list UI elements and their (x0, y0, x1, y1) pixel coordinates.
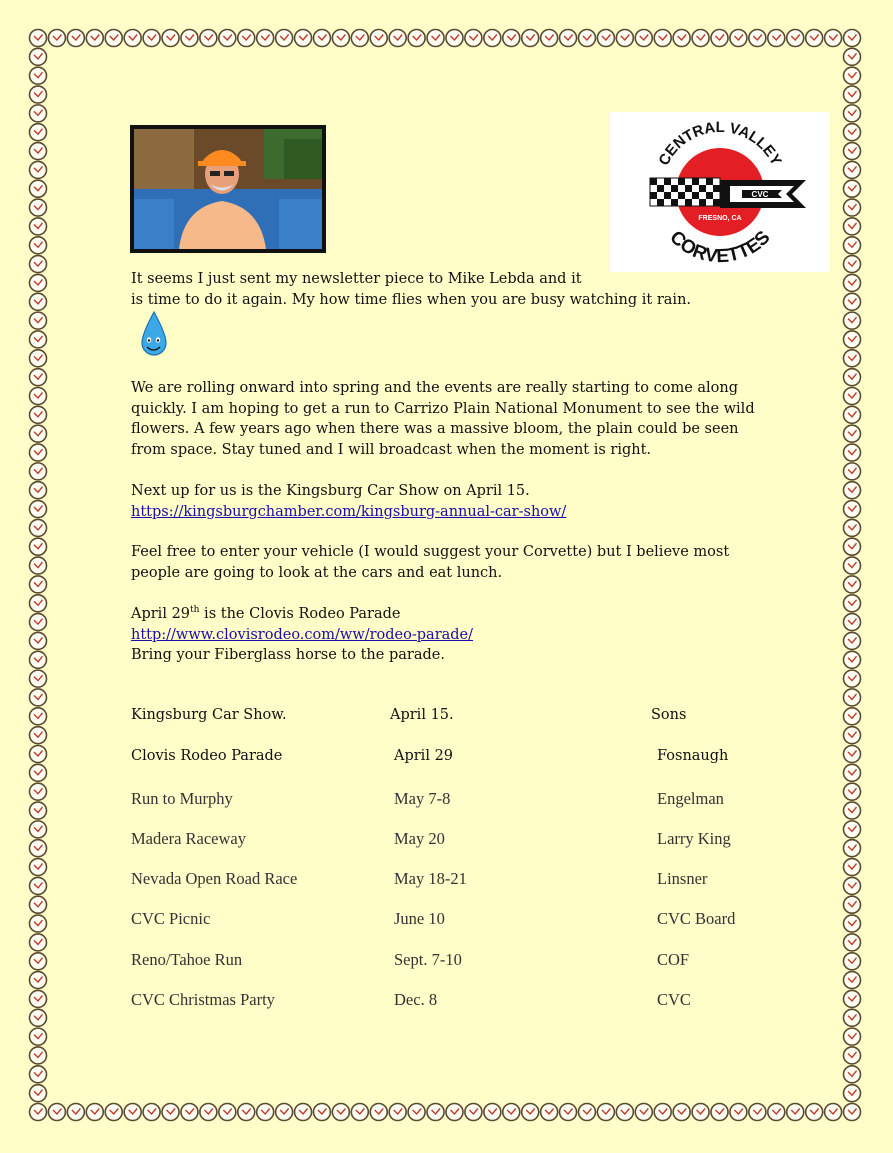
clock-icon (30, 877, 47, 894)
clock-icon (844, 990, 861, 1007)
clock-icon (844, 1066, 861, 1083)
event-date: May 18-21 (394, 869, 467, 888)
clock-icon (692, 30, 709, 47)
clock-icon (844, 896, 861, 913)
clock-icon (30, 293, 47, 310)
clock-icon (30, 783, 47, 800)
logo-bottom-text: CORVETTES (665, 226, 775, 268)
clock-icon (427, 1104, 444, 1121)
clock-icon (30, 331, 47, 348)
clock-icon (844, 538, 861, 555)
event-host: Fosnaugh (657, 748, 729, 764)
clock-icon (30, 1009, 47, 1026)
clock-icon (30, 802, 47, 819)
clock-icon (768, 30, 785, 47)
event-name: Clovis Rodeo Parade (131, 748, 283, 764)
clock-icon (30, 501, 47, 518)
clock-icon (86, 1104, 103, 1121)
clock-icon (30, 953, 47, 970)
clock-icon (30, 86, 47, 103)
clock-icon (844, 1085, 861, 1102)
clock-icon (30, 764, 47, 781)
clock-icon (541, 1104, 558, 1121)
clock-icon (768, 1104, 785, 1121)
clock-icon (30, 821, 47, 838)
clock-icon (427, 30, 444, 47)
clock-icon (484, 1104, 501, 1121)
clock-icon (673, 30, 690, 47)
clock-icon (408, 1104, 425, 1121)
clock-icon (30, 934, 47, 951)
event-name: CVC Picnic (131, 909, 211, 928)
clock-icon (30, 632, 47, 649)
clock-icon (370, 30, 387, 47)
clock-icon (30, 406, 47, 423)
clock-icon (806, 30, 823, 47)
event-name: Madera Raceway (131, 829, 246, 848)
clock-icon (597, 30, 614, 47)
clock-icon (30, 463, 47, 480)
clock-icon (692, 1104, 709, 1121)
clock-icon (844, 689, 861, 706)
clock-icon (844, 727, 861, 744)
clock-icon (124, 1104, 141, 1121)
clock-icon (844, 877, 861, 894)
clock-icon (105, 30, 122, 47)
clock-icon (30, 67, 47, 84)
clock-icon (844, 519, 861, 536)
event-name: Kingsburg Car Show. (131, 707, 287, 723)
clock-icon (844, 746, 861, 763)
clock-icon (787, 1104, 804, 1121)
event-date: June 10 (394, 909, 445, 928)
clock-icon (30, 859, 47, 876)
clock-icon (844, 199, 861, 216)
clock-icon (503, 30, 520, 47)
clock-icon (105, 1104, 122, 1121)
intro-line2: is time to do it again. My how time flies when you are busy watching it rain. (131, 291, 692, 308)
clock-icon (48, 30, 65, 47)
kingsburg-link[interactable]: https://kingsburgchamber.com/kingsburg-annual-car-show/ (131, 503, 567, 520)
clock-icon (67, 1104, 84, 1121)
intro-paragraph (131, 269, 751, 310)
clock-icon (844, 859, 861, 876)
clock-icon (219, 30, 236, 47)
clock-icon (238, 1104, 255, 1121)
cvc-logo (610, 112, 830, 272)
clock-icon (711, 1104, 728, 1121)
clock-icon (484, 30, 501, 47)
clock-icon (844, 708, 861, 725)
clock-icon (30, 274, 47, 291)
clock-icon (787, 30, 804, 47)
clock-icon (86, 30, 103, 47)
clock-icon (844, 30, 861, 47)
event-date: Dec. 8 (394, 990, 438, 1009)
clock-icon (844, 482, 861, 499)
clock-icon (844, 783, 861, 800)
clock-icon (522, 30, 539, 47)
clock-icon (313, 1104, 330, 1121)
clock-icon (351, 1104, 368, 1121)
kingsburg-text: Next up for us is the Kingsburg Car Show on April 15. (131, 483, 530, 499)
clock-icon (522, 1104, 539, 1121)
member-photo (130, 125, 326, 253)
clock-icon (30, 519, 47, 536)
clock-icon (181, 30, 198, 47)
spring-paragraph: We are rolling onward into spring and the events are really starting to come along quickly. I am hoping to get a run to Carrizo Plain National Monument to see the wild flowers. A few years ago when there was a massive bloom, the plain could be seen from space. Stay tuned and I will broadcast when the moment is right. (131, 380, 755, 458)
clock-icon (730, 1104, 747, 1121)
clock-icon (313, 30, 330, 47)
clock-icon (30, 199, 47, 216)
clock-icon (30, 143, 47, 160)
checkered-flag-icon (650, 178, 720, 206)
clock-icon (389, 30, 406, 47)
clock-icon (844, 1028, 861, 1045)
logo-badge: CVC (751, 190, 769, 199)
clovis-paragraph (131, 604, 771, 666)
clock-icon (844, 915, 861, 932)
clock-icon (30, 538, 47, 555)
event-name: Reno/Tahoe Run (131, 950, 243, 969)
clock-icon (654, 1104, 671, 1121)
clock-icon (560, 1104, 577, 1121)
clock-icon (30, 670, 47, 687)
clock-icon (844, 557, 861, 574)
clock-icon (30, 105, 47, 122)
event-name: Run to Murphy (131, 789, 233, 808)
clock-icon (503, 1104, 520, 1121)
clock-icon (30, 312, 47, 329)
clock-icon (200, 30, 217, 47)
clock-icon (578, 1104, 595, 1121)
clock-icon (844, 934, 861, 951)
clock-icon (711, 30, 728, 47)
logo-location: FRESNO, CA (698, 215, 742, 222)
clock-icon (30, 161, 47, 178)
clock-icon (30, 180, 47, 197)
enter-paragraph: Feel free to enter your vehicle (I would suggest your Corvette) but I believe most people are going to look at the cars and eat lunch. (131, 544, 730, 581)
clovis-date: April 29 (131, 606, 191, 622)
clock-icon (162, 1104, 179, 1121)
clock-icon (844, 86, 861, 103)
clock-icon (844, 764, 861, 781)
clock-icon (844, 953, 861, 970)
event-date: Sept. 7-10 (394, 950, 462, 969)
clock-icon (181, 1104, 198, 1121)
clock-icon (30, 1047, 47, 1064)
event-host: CVC Board (657, 909, 736, 928)
event-date: May 20 (394, 829, 445, 848)
clock-icon (30, 1066, 47, 1083)
clock-icon (257, 1104, 274, 1121)
event-name: Nevada Open Road Race (131, 869, 298, 888)
event-host: CVC (657, 990, 691, 1009)
clock-icon (408, 30, 425, 47)
water-drop-smiley-icon (138, 310, 170, 360)
event-host: Sons (651, 707, 687, 723)
clock-icon (749, 30, 766, 47)
clock-icon (844, 501, 861, 518)
clock-icon (446, 30, 463, 47)
clock-icon (844, 105, 861, 122)
clock-icon (844, 350, 861, 367)
clock-icon (30, 1085, 47, 1102)
clock-icon (30, 388, 47, 405)
clock-icon (844, 312, 861, 329)
clock-icon (332, 1104, 349, 1121)
event-host: Engelman (657, 789, 724, 808)
clock-icon (844, 293, 861, 310)
clock-icon (673, 1104, 690, 1121)
clock-icon (844, 274, 861, 291)
clock-icon (844, 802, 861, 819)
clock-icon (30, 727, 47, 744)
clock-icon (844, 237, 861, 254)
clock-icon (30, 651, 47, 668)
clock-icon (30, 350, 47, 367)
clock-icon (825, 1104, 842, 1121)
clock-icon (635, 1104, 652, 1121)
clock-icon (465, 30, 482, 47)
clock-icon (844, 972, 861, 989)
clock-icon (30, 614, 47, 631)
clock-icon (143, 30, 160, 47)
clock-icon (30, 30, 47, 47)
clock-icon (30, 482, 47, 499)
clock-icon (30, 972, 47, 989)
clock-icon (30, 576, 47, 593)
clock-icon (67, 30, 84, 47)
clock-icon (30, 896, 47, 913)
clock-icon (635, 30, 652, 47)
clock-icon (597, 1104, 614, 1121)
clock-icon (295, 1104, 312, 1121)
clock-icon (370, 1104, 387, 1121)
clock-icon (465, 1104, 482, 1121)
clock-icon (844, 143, 861, 160)
clock-icon (616, 30, 633, 47)
clock-icon (219, 1104, 236, 1121)
clock-icon (143, 1104, 160, 1121)
clock-icon (351, 30, 368, 47)
clock-icon (30, 915, 47, 932)
clock-icon (806, 1104, 823, 1121)
clock-icon (616, 1104, 633, 1121)
clock-icon (844, 1047, 861, 1064)
clock-icon (844, 369, 861, 386)
clock-icon (844, 256, 861, 273)
clock-icon (844, 180, 861, 197)
clock-icon (30, 256, 47, 273)
clock-icon (730, 30, 747, 47)
clock-icon (30, 1104, 47, 1121)
clock-icon (30, 1028, 47, 1045)
clock-icon (844, 124, 861, 141)
clock-icon (162, 30, 179, 47)
clock-icon (844, 1104, 861, 1121)
clock-icon (30, 840, 47, 857)
event-date: April 29 (394, 748, 454, 764)
clock-icon (295, 30, 312, 47)
clock-icon (844, 388, 861, 405)
clock-icon (257, 30, 274, 47)
event-date: May 7-8 (394, 789, 451, 808)
clock-icon (749, 1104, 766, 1121)
clock-icon (30, 708, 47, 725)
event-host: Larry King (657, 829, 731, 848)
clock-icon (238, 30, 255, 47)
event-host: Linsner (657, 869, 708, 888)
clock-icon (30, 369, 47, 386)
clock-icon (541, 30, 558, 47)
event-name: CVC Christmas Party (131, 990, 275, 1009)
clock-icon (844, 218, 861, 235)
clock-icon (30, 444, 47, 461)
clovis-link[interactable]: http://www.clovisrodeo.com/ww/rodeo-parade/ (131, 626, 474, 643)
event-host: COF (657, 950, 690, 969)
kingsburg-paragraph (131, 481, 771, 522)
clock-icon (30, 595, 47, 612)
clock-icon (332, 30, 349, 47)
clock-icon (844, 331, 861, 348)
clock-icon (30, 689, 47, 706)
clock-icon (30, 746, 47, 763)
clock-icon (276, 30, 293, 47)
clock-icon (200, 1104, 217, 1121)
clock-icon (844, 425, 861, 442)
clock-icon (654, 30, 671, 47)
clock-icon (30, 124, 47, 141)
clock-icon (844, 161, 861, 178)
clovis-date-suffix: th (190, 605, 200, 616)
clock-icon (844, 840, 861, 857)
clock-icon (844, 632, 861, 649)
clock-icon (276, 1104, 293, 1121)
clock-icon (30, 990, 47, 1007)
clovis-after: Bring your Fiberglass horse to the parade. (131, 647, 445, 663)
clock-icon (124, 30, 141, 47)
clock-icon (30, 237, 47, 254)
clock-icon (48, 1104, 65, 1121)
clock-icon (844, 670, 861, 687)
clock-icon (844, 576, 861, 593)
clock-icon (30, 425, 47, 442)
clock-icon (446, 1104, 463, 1121)
clock-icon (844, 406, 861, 423)
clock-icon (844, 463, 861, 480)
clock-icon (578, 30, 595, 47)
clock-icon (30, 218, 47, 235)
clock-icon (844, 651, 861, 668)
clovis-text: is the Clovis Rodeo Parade (199, 606, 401, 622)
clock-icon (844, 1009, 861, 1026)
clock-icon (844, 67, 861, 84)
clock-icon (30, 48, 47, 65)
clock-icon (844, 821, 861, 838)
clock-icon (844, 48, 861, 65)
clock-icon (844, 614, 861, 631)
clock-icon (30, 557, 47, 574)
clock-icon (844, 444, 861, 461)
clock-icon (825, 30, 842, 47)
clock-icon (844, 595, 861, 612)
event-date: April 15. (390, 707, 454, 723)
intro-line1: It seems I just sent my newsletter piece to Mike Lebda and it (131, 271, 582, 287)
logo-top-text: CENTRAL VALLEY (655, 119, 785, 169)
clock-icon (560, 30, 577, 47)
clock-icon (389, 1104, 406, 1121)
